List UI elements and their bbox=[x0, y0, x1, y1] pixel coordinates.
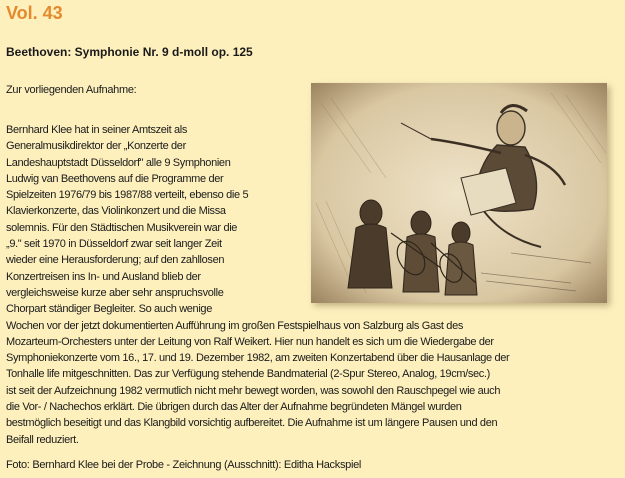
body-line: Ludwig van Beethovens auf die Programme der bbox=[6, 172, 224, 185]
body-line: wieder eine Herausforderung; auf den zahllosen bbox=[6, 254, 225, 267]
body-line: Bernhard Klee hat in seiner Amtszeit als bbox=[6, 124, 188, 136]
body-line: Konzertreisen ins In- und Ausland blieb der bbox=[6, 270, 201, 283]
volume-heading: Vol. 43 bbox=[6, 3, 63, 23]
work-title: Beethoven: Symphonie Nr. 9 d-moll op. 125 bbox=[6, 45, 253, 59]
body-line: Generalmusikdirektor der „Konzerte der bbox=[6, 140, 186, 153]
body-line: „9." seit 1970 in Düsseldorf zwar seit langer Zeit bbox=[6, 238, 222, 251]
body-line: Tonhalle life mitgeschnitten. Das zur Verfügung stehende Bandmaterial (2-Spur Stereo, Analog, 19cm/sec.) bbox=[6, 368, 490, 381]
body-line: Landeshauptstadt Düsseldorf" alle 9 Symphonien bbox=[6, 156, 231, 169]
body-line: Wochen vor der jetzt dokumentierten Aufführung im großen Festspielhaus von Salzburg als Gast des bbox=[6, 319, 463, 332]
body-line: Mozarteum-Orchesters unter der Leitung von Ralf Weikert. Hier nun handelt es sich um die Wiedergabe der bbox=[6, 335, 494, 348]
body-line: Chorpart ständiger Begleiter. So auch wenige bbox=[6, 303, 212, 316]
article-body bbox=[6, 122, 618, 448]
body-line: solemnis. Für den Städtischen Musikverein war die bbox=[6, 221, 238, 234]
intro-text: Zur vorliegenden Aufnahme: bbox=[6, 84, 137, 96]
body-line: Klavierkonzerte, das Violinkonzert und die Missa bbox=[6, 205, 226, 218]
body-line: Symphoniekonzerte vom 16., 17. und 19. Dezember 1982, am zweiten Konzertabend über die Hausanlage der bbox=[6, 352, 510, 365]
body-line: Spielzeiten 1976/79 bis 1987/88 verteilt, ebenso die 5 bbox=[6, 189, 249, 202]
body-line: Beifall reduziert. bbox=[6, 433, 79, 446]
body-line: ist seit der Aufzeichnung 1982 vermutlich nicht mehr bewegt worden, was sowohl den Rauschpegel wie auch bbox=[6, 384, 501, 397]
body-line: bestmöglich beseitigt und das Klangbild vorsichtig aufbereitet. Die Aufnahme ist um längere Pausen und den bbox=[6, 417, 498, 430]
body-line: vergleichsweise kurze aber sehr anspruchsvolle bbox=[6, 286, 224, 299]
body-line: die Vor- / Nachechos erklärt. Die übrigen durch das Alter der Aufnahme begründeten Mängel wurden bbox=[6, 401, 462, 414]
photo-caption: Foto: Bernhard Klee bei der Probe - Zeichnung (Ausschnitt): Editha Hackspiel bbox=[6, 459, 362, 471]
